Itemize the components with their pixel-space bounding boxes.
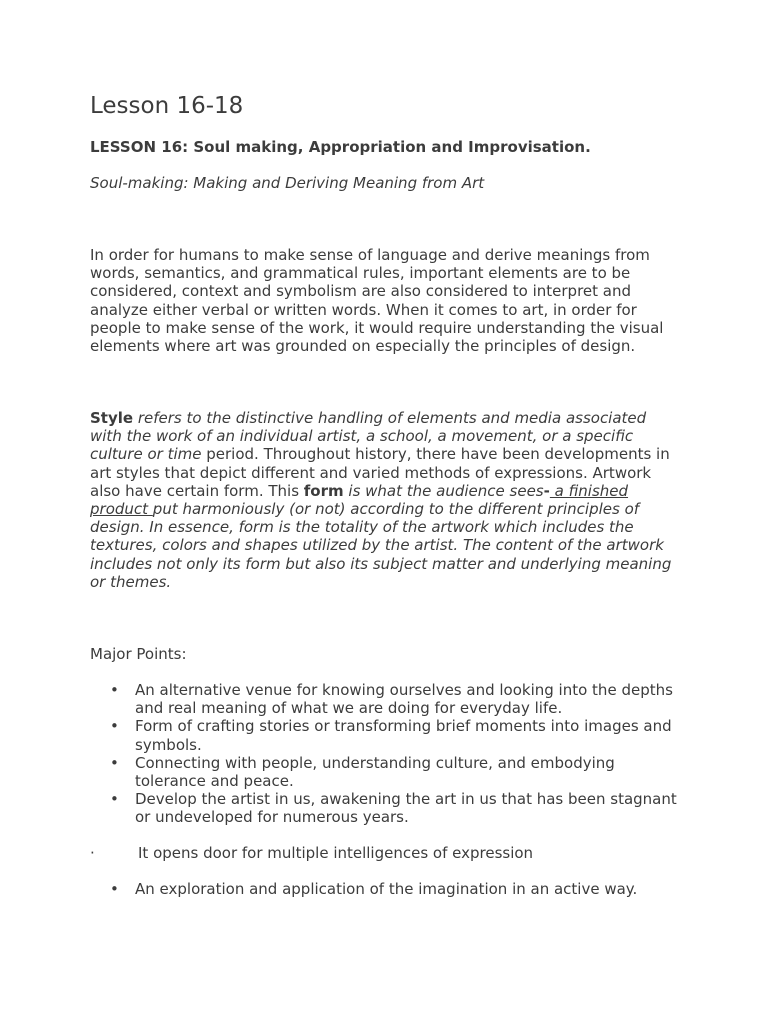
document-title: Lesson 16-18 bbox=[90, 93, 244, 119]
final-points-list bbox=[90, 880, 682, 898]
finished-product-text: a finished product bbox=[90, 481, 629, 519]
lesson-subtitle: Soul-making: Making and Deriving Meaning from Art bbox=[90, 174, 485, 192]
form-definition: is what the audience sees bbox=[343, 481, 544, 500]
middle-dot-icon: · bbox=[90, 844, 95, 862]
list-item-text: Connecting with people, understanding culture, and embodying tolerance and peace. bbox=[135, 753, 615, 791]
bullet-icon: • bbox=[110, 681, 119, 699]
bullet-icon: • bbox=[110, 790, 119, 809]
form-dash: - bbox=[543, 481, 550, 500]
form-term: form bbox=[303, 481, 344, 500]
style-term: Style bbox=[90, 409, 134, 427]
form-rest-text: put harmoniously (or not) according to the different principles of design. In essence, form is the totality of the artwork which includes the textures, colors and shapes utilized by the artist. The content of the artwork includes not only its form but also its subject matter and underlying meaning or themes. bbox=[90, 500, 672, 591]
major-points-list bbox=[90, 681, 682, 827]
list-item bbox=[90, 681, 682, 717]
odd-list-item bbox=[90, 844, 533, 862]
list-item-text: An alternative venue for knowing ourselves and looking into the depths and real meaning of what we are doing for everyday life. bbox=[135, 681, 673, 718]
list-item bbox=[90, 880, 682, 898]
style-definition: refers to the distinctive handling of elements and media associated with the work of an individual artist, a school, a movement, or a specific culture or time bbox=[90, 409, 647, 464]
major-points-label: Major Points: bbox=[90, 645, 187, 663]
list-item bbox=[90, 717, 682, 753]
odd-list-item-text: It opens door for multiple intelligences of expression bbox=[138, 844, 534, 862]
list-item bbox=[90, 754, 682, 790]
bullet-icon: • bbox=[110, 880, 119, 898]
lesson-heading: LESSON 16: Soul making, Appropriation and Improvisation. bbox=[90, 138, 591, 156]
list-item-text: Develop the artist in us, awakening the art in us that has been stagnant or undeveloped for numerous years. bbox=[135, 790, 677, 827]
style-history-text: period. Throughout history, there have been developments in art styles that depict different and varied methods of expressions. Artwork also have certain form. This bbox=[90, 445, 670, 500]
list-item-text: Form of crafting stories or transforming brief moments into images and symbols. bbox=[135, 717, 672, 754]
style-paragraph bbox=[90, 409, 682, 591]
list-item bbox=[90, 790, 682, 826]
intro-paragraph: In order for humans to make sense of language and derive meanings from words, semantics, and grammatical rules, important elements are to be considered, context and symbolism are also considered to interpret and analyze either verbal or written words. When it comes to art, in order for people to make sense of the work, it would require understanding the visual elements where art was grounded on especially the principles of design. bbox=[90, 246, 664, 356]
bullet-icon: • bbox=[110, 753, 119, 772]
list-item-text: An exploration and application of the imagination in an active way. bbox=[135, 880, 638, 898]
bullet-icon: • bbox=[110, 717, 119, 736]
